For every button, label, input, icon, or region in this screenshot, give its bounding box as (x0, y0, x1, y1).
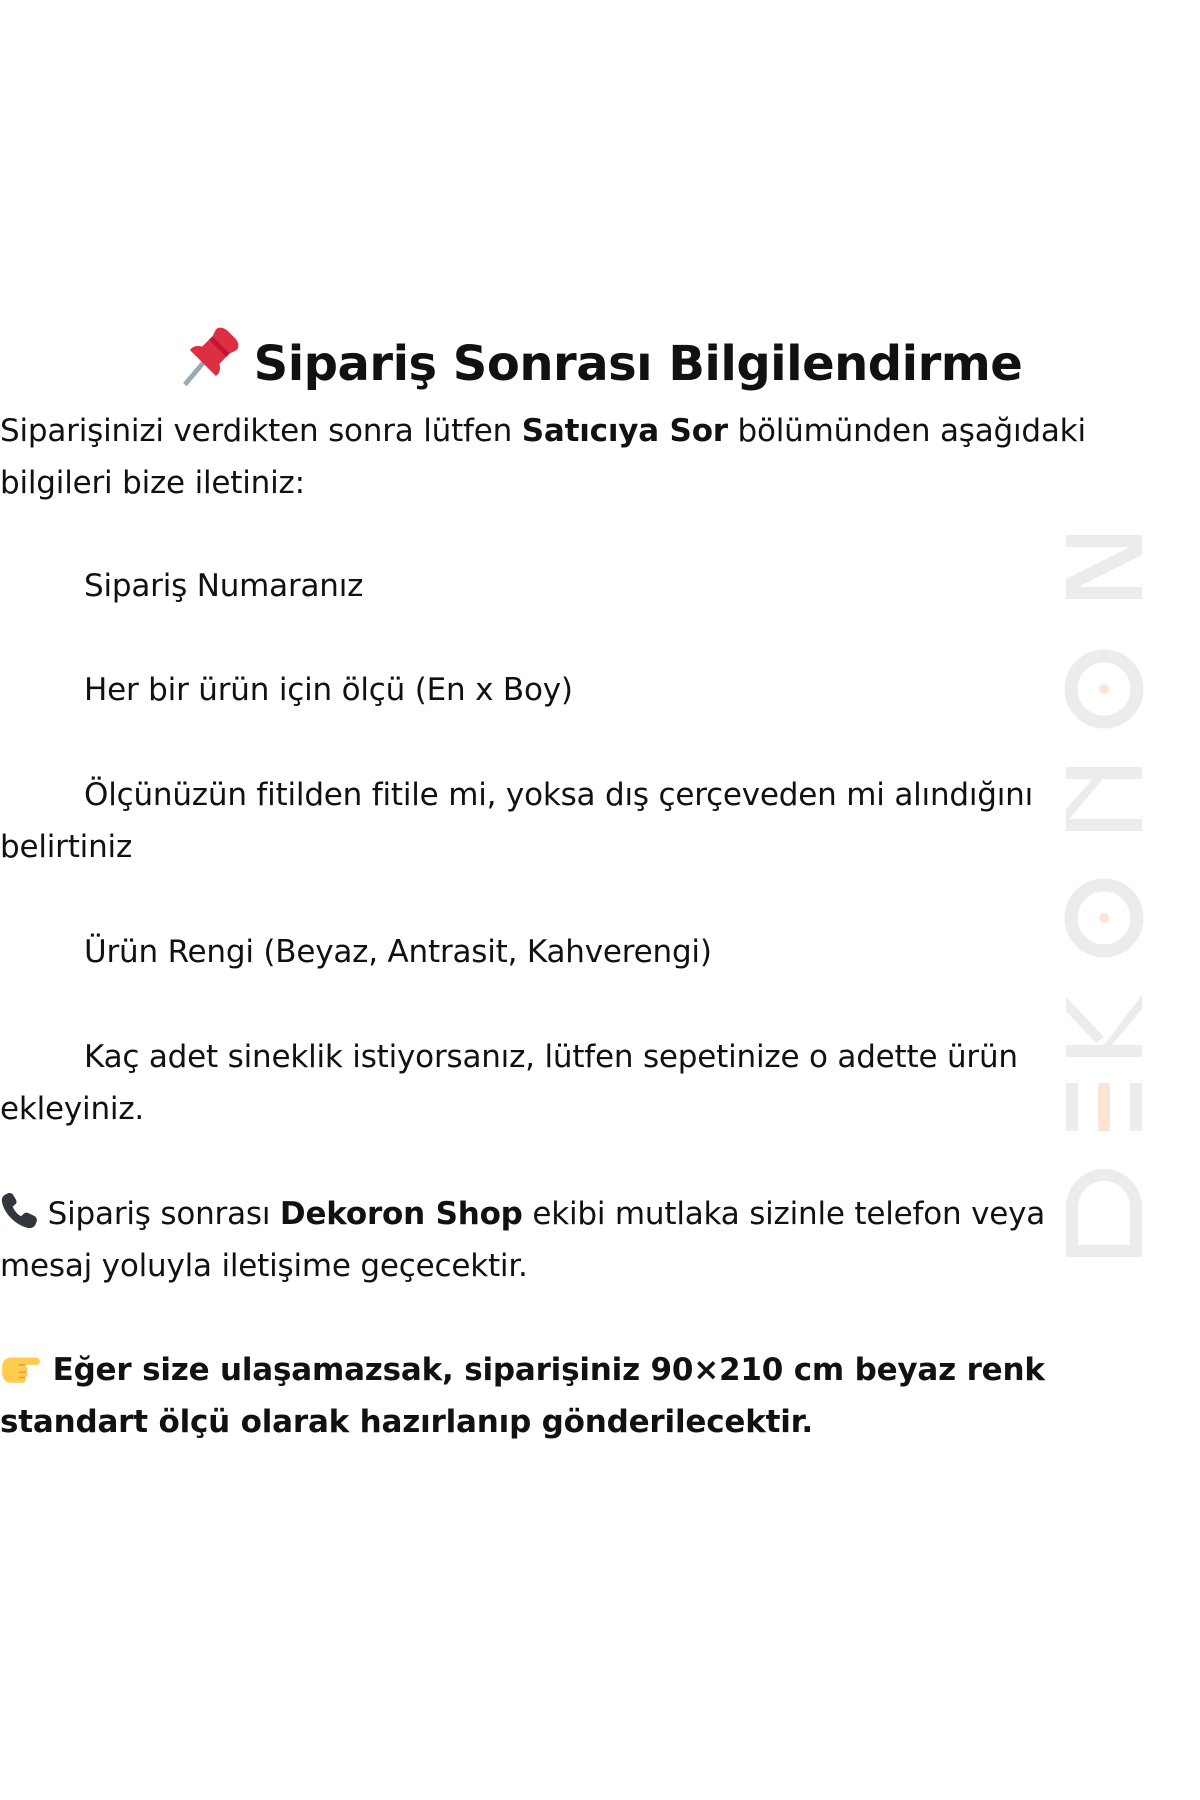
title-text: Sipariş Sonrası Bilgilendirme (253, 336, 1023, 392)
contact-note: Sipariş sonrası Dekoron Shop ekibi mutlaka sizinle telefon veya mesaj yoluyla iletişime geçecektir. (0, 1188, 1140, 1292)
list-item: Ölçünüzün fitilden fitile mi, yoksa dış çerçeveden mi alındığını belirtiniz (0, 777, 1034, 865)
fallback-note: Eğer size ulaşamazsak, siparişiniz 90×210 cm beyaz renk standart ölçü olarak hazırlanıp gönderilecektir. (0, 1344, 1100, 1448)
shop-name: Dekoron Shop (279, 1196, 523, 1232)
telephone-icon (0, 1192, 38, 1230)
list-item: Ürün Rengi (Beyaz, Antrasit, Kahverengi) (84, 934, 712, 970)
list-item: Her bir ürün için ölçü (En x Boy) (84, 672, 573, 708)
page-title (0, 326, 1200, 400)
pointing-hand-icon (0, 1348, 42, 1386)
dekoron-watermark (1062, 531, 1146, 1261)
intro-paragraph: Siparişinizi verdikten sonra lütfen Satıcıya Sor bölümünden aşağıdaki bilgileri bize iletiniz: (0, 413, 1086, 501)
pushpin-icon (178, 326, 240, 388)
ask-seller-label: Satıcıya Sor (521, 413, 728, 449)
list-item: Kaç adet sineklik istiyorsanız, lütfen sepetinize o adette ürün ekleyiniz. (0, 1039, 1018, 1127)
list-item: Sipariş Numaranız (84, 568, 364, 604)
